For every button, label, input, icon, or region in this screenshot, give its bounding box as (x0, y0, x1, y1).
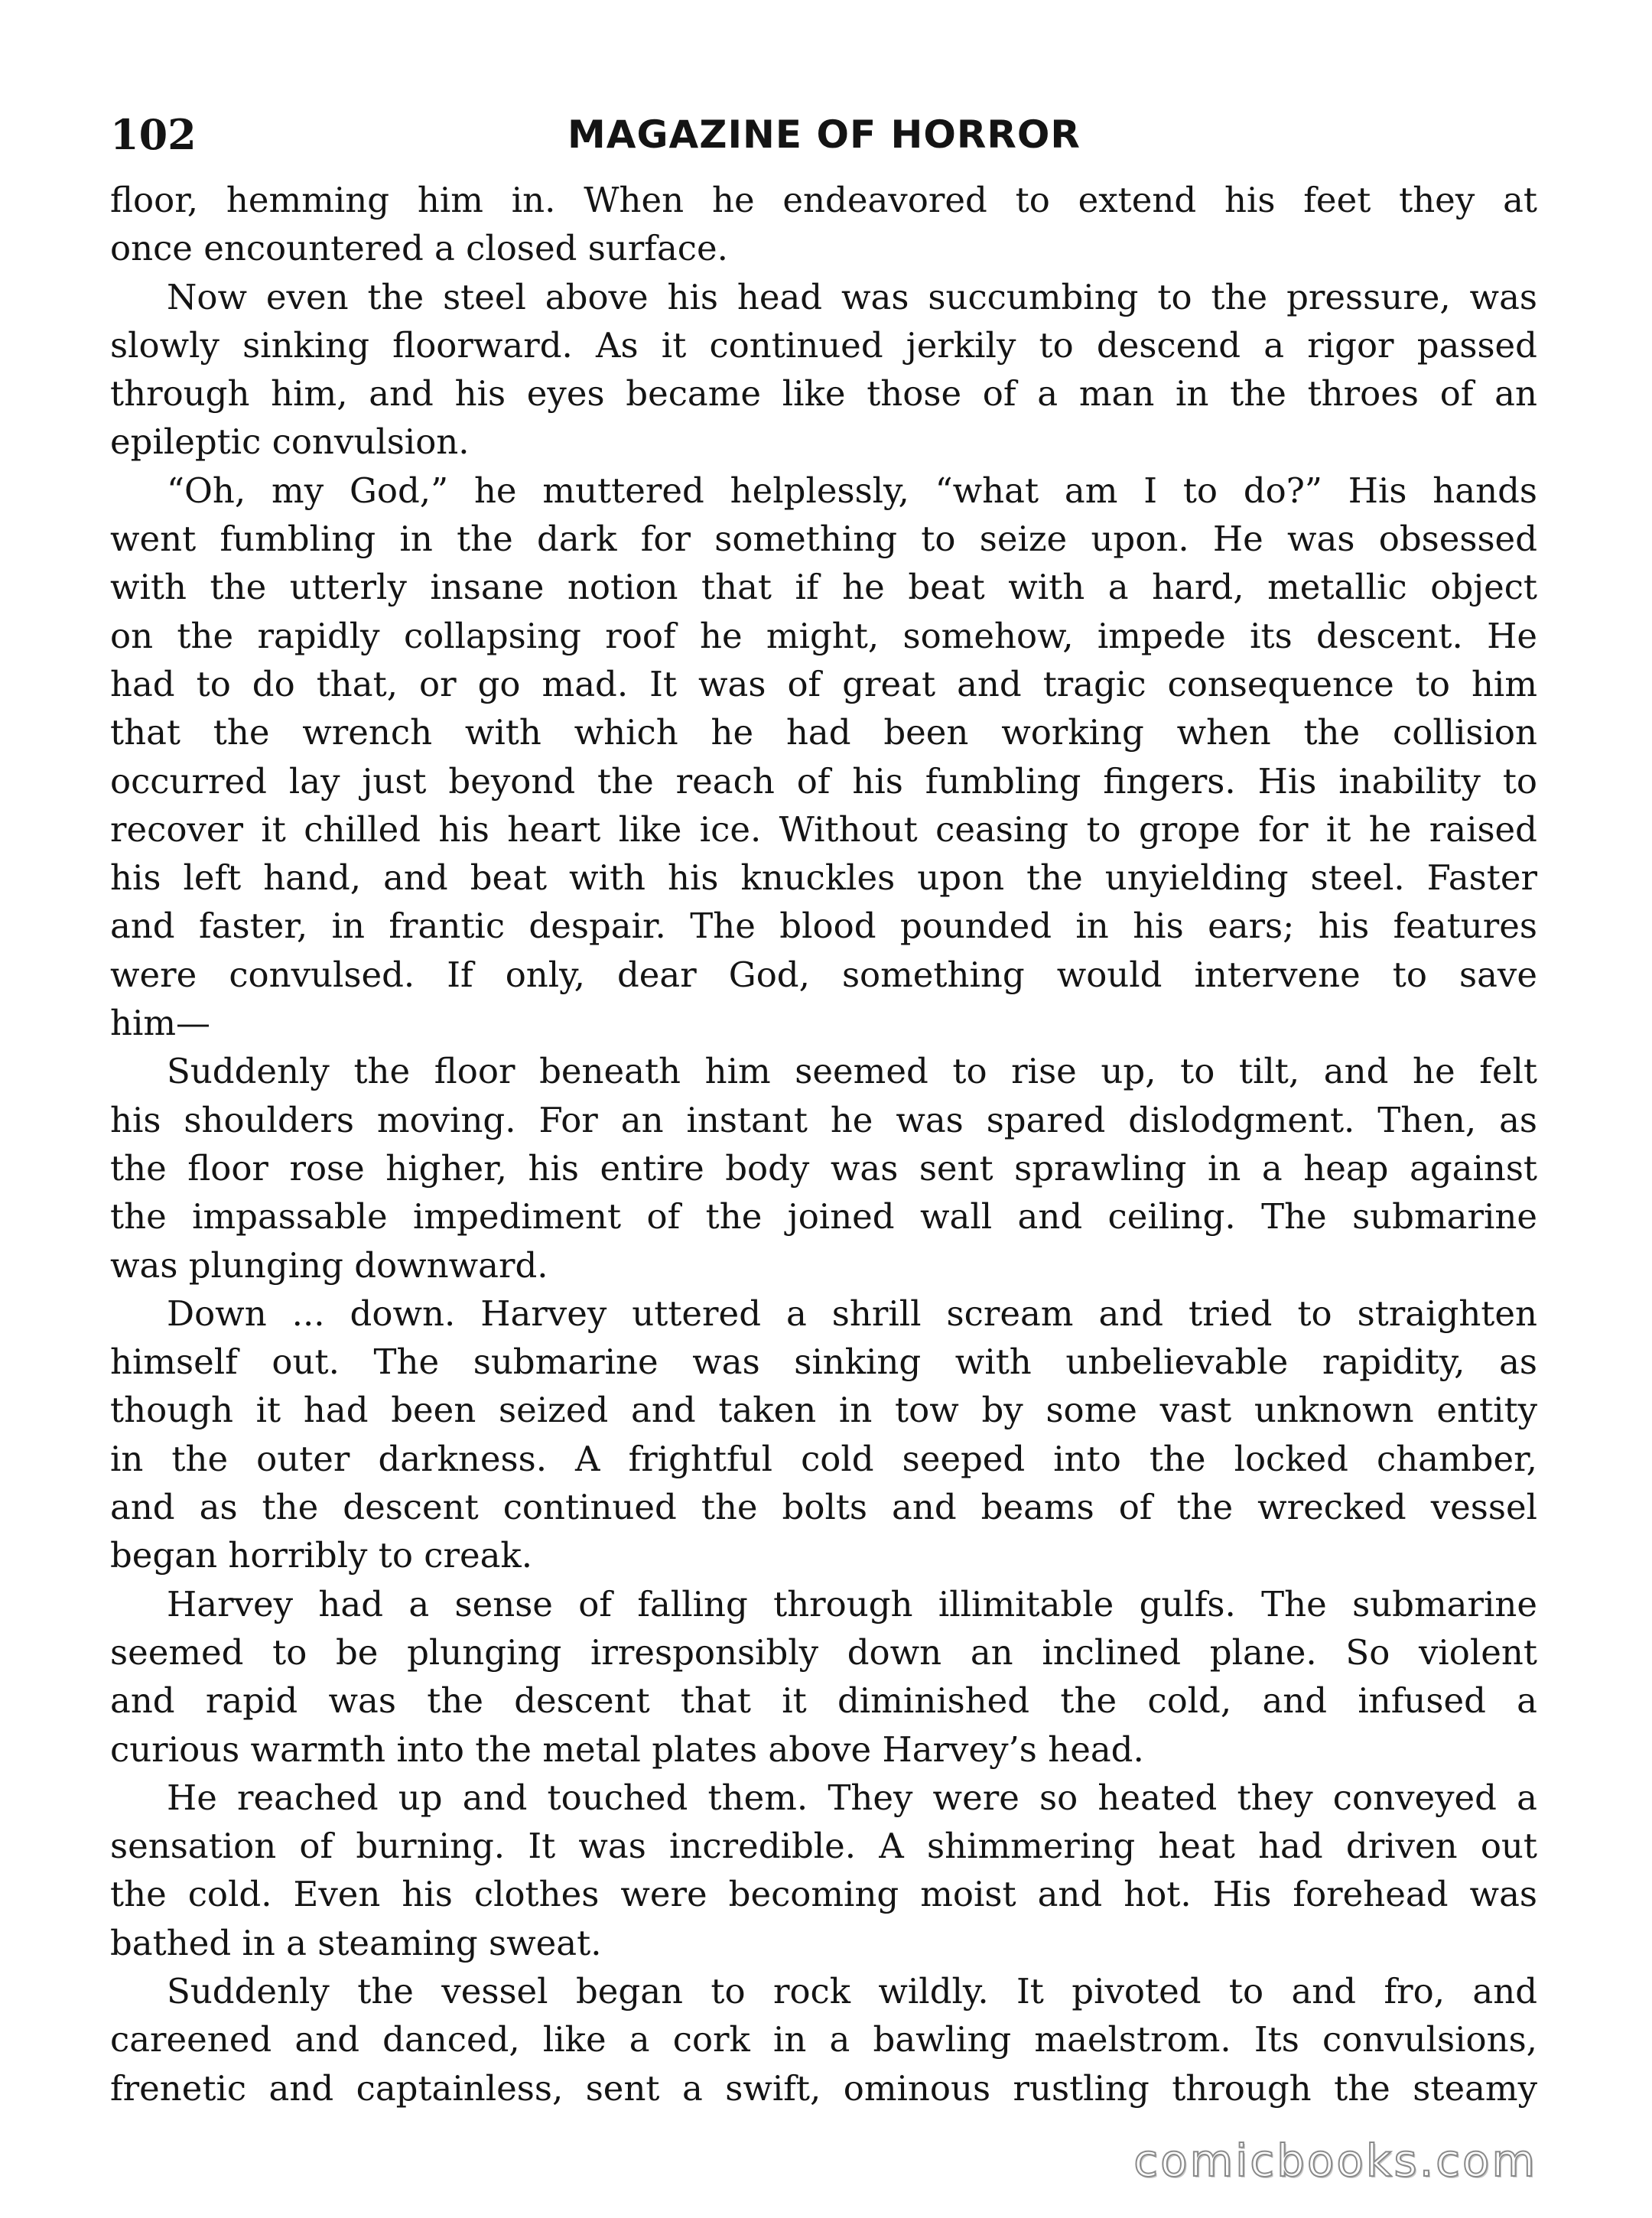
text-line: slowly sinking floorward. As it continued jerkily to descend a rigor passed (110, 324, 1537, 366)
watermark-logo: comicbooks.com (1133, 2135, 1537, 2187)
text-line: and as the descent continued the bolts and beams of the wrecked vessel (110, 1487, 1537, 1528)
text-line: recover it chilled his heart like ice. Without ceasing to grope for it he raised (110, 808, 1537, 850)
text-line: Down ... down. Harvey uttered a shrill scream and tried to straighten (167, 1293, 1537, 1334)
text-line: and faster, in frantic despair. The blood pounded in his ears; his features (110, 906, 1537, 947)
text-line: Suddenly the vessel began to rock wildly. It pivoted to and fro, and (167, 1970, 1537, 2011)
text-line: with the utterly insane notion that if he beat with a hard, metallic object (110, 567, 1537, 608)
text-line: Harvey had a sense of falling through illimitable gulfs. The submarine (167, 1583, 1537, 1624)
text-line: floor, hemming him in. When he endeavored to extend his feet they at (110, 180, 1537, 220)
text-line: occurred lay just beyond the reach of his fumbling fingers. His inability to (110, 760, 1537, 802)
text-line: was plunging downward. (110, 1244, 548, 1286)
text-line: on the rapidly collapsing roof he might, somehow, impede its descent. He (110, 615, 1537, 656)
text-line: bathed in a steaming sweat. (110, 1922, 602, 1963)
text-line: careened and danced, like a cork in a bawling maelstrom. Its convulsions, (110, 2019, 1537, 2060)
text-line: epileptic convulsion. (110, 421, 470, 463)
text-line: and rapid was the descent that it diminished the cold, and infused a (110, 1680, 1537, 1722)
text-line: sensation of burning. It was incredible. A shimmering heat had driven out (110, 1826, 1537, 1867)
story-text (110, 176, 1537, 2112)
text-line: were convulsed. If only, dear God, something would intervene to save (110, 954, 1537, 995)
text-line: once encountered a closed surface. (110, 228, 728, 269)
text-line: his shoulders moving. For an instant he was spared dislodgment. Then, as (110, 1099, 1537, 1140)
text-line: the floor rose higher, his entire body was sent sprawling in a heap against (110, 1147, 1537, 1189)
text-line: “Oh, my God,” he muttered helplessly, “what am I to do?” His hands (167, 470, 1537, 511)
text-line: went fumbling in the dark for something to seize upon. He was obsessed (110, 519, 1537, 560)
text-line: had to do that, or go mad. It was of great and tragic consequence to him (110, 663, 1537, 704)
text-line: the impassable impediment of the joined wall and ceiling. The submarine (110, 1196, 1537, 1237)
text-line: himself out. The submarine was sinking with unbelievable rapidity, as (110, 1342, 1537, 1383)
page-header (110, 104, 1533, 165)
text-line: seemed to be plunging irresponsibly down an inclined plane. So violent (110, 1631, 1537, 1673)
text-line: him— (110, 1003, 211, 1044)
text-line: that the wrench with which he had been working when the collision (110, 712, 1537, 753)
text-line: in the outer darkness. A frightful cold seeped into the locked chamber, (110, 1438, 1537, 1479)
text-line: Suddenly the floor beneath him seemed to rise up, to tilt, and he felt (167, 1051, 1537, 1092)
running-title: MAGAZINE OF HORROR (567, 112, 1081, 157)
text-line: his left hand, and beat with his knuckles upon the unyielding steel. Faster (110, 857, 1537, 899)
text-line: began horribly to creak. (110, 1535, 532, 1576)
text-line: through him, and his eyes became like those of a man in the throes of an (110, 373, 1537, 415)
page-number: 102 (110, 110, 197, 159)
text-line: Now even the steel above his head was succumbing to the pressure, was (167, 276, 1537, 317)
text-line: though it had been seized and taken in tow by some vast unknown entity (110, 1390, 1537, 1431)
text-line: frenetic and captainless, sent a swift, ominous rustling through the steamy (110, 2067, 1537, 2109)
text-line: curious warmth into the metal plates above Harvey’s head. (110, 1729, 1144, 1770)
text-line: He reached up and touched them. They were so heated they conveyed a (167, 1777, 1537, 1818)
text-line: the cold. Even his clothes were becoming moist and hot. His forehead was (110, 1874, 1537, 1915)
